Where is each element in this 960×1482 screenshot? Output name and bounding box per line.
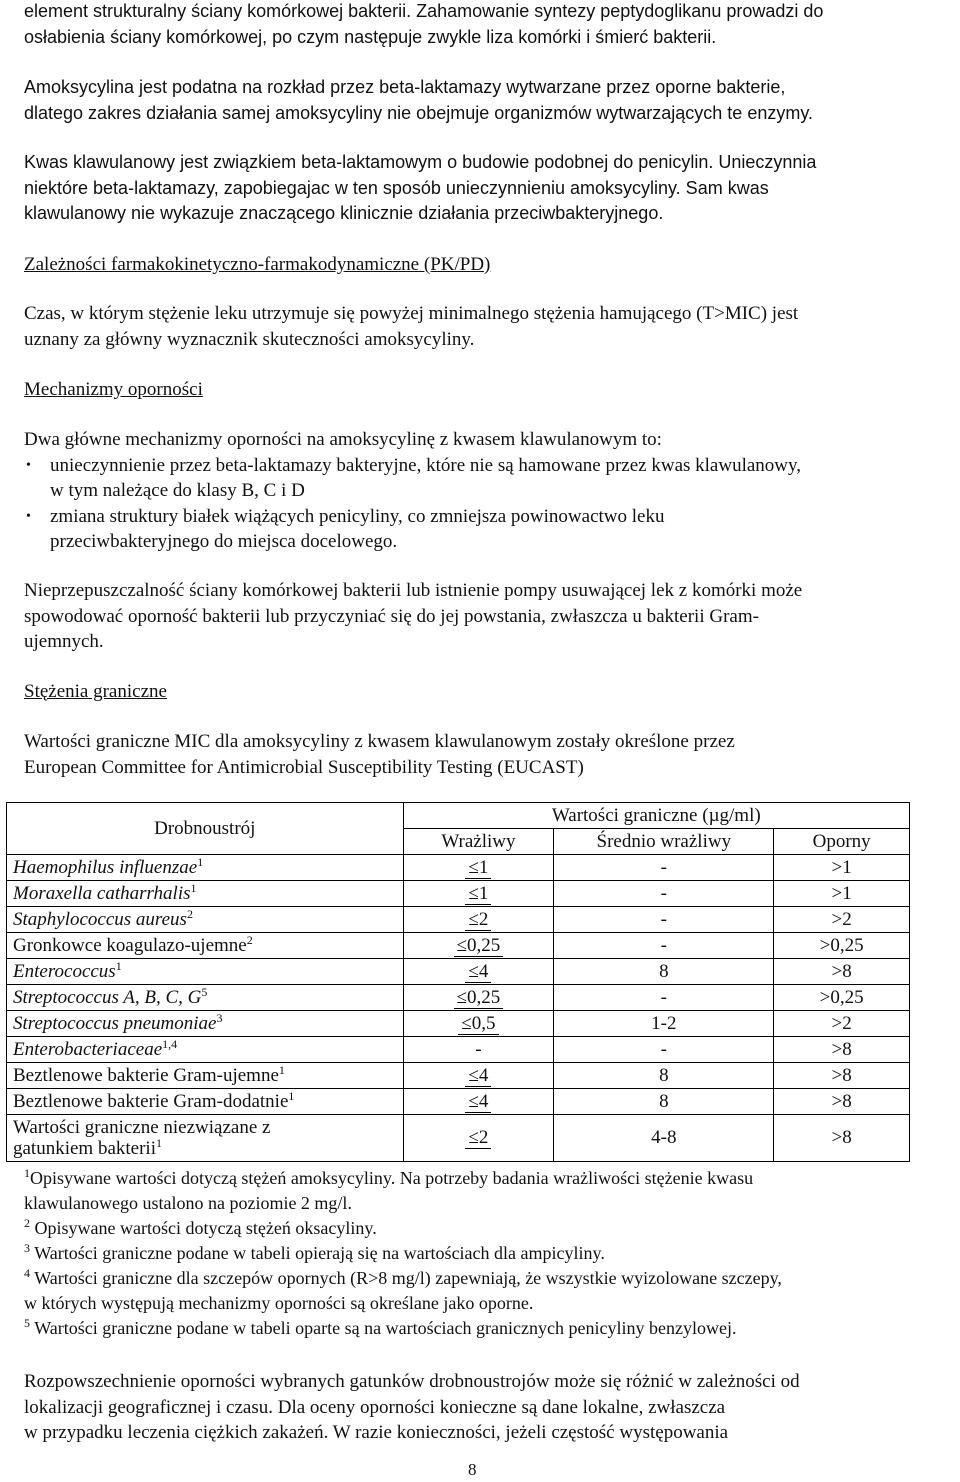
footnote-3: $^3$ Wartości graniczne podane w tabeli opierają się na wartościach dla ampicyliny. xyxy=(24,1241,605,1263)
resistant-cell: >0,25 xyxy=(774,933,910,959)
intermediate-cell: - xyxy=(554,907,774,933)
organism-cell xyxy=(7,933,404,959)
organism-cell xyxy=(7,881,404,907)
section-heading-breakpoints: Stężenia graniczne xyxy=(24,681,167,702)
organism-cell xyxy=(7,1115,404,1162)
intermediate-cell: - xyxy=(554,933,774,959)
susceptible-value: ≤ 4 xyxy=(465,961,491,983)
organism-name: Beztlenowe bakterie Gram-ujemne xyxy=(13,1064,279,1086)
header-intermediate: Średnio wrażliwy xyxy=(554,829,774,855)
susceptible-cell xyxy=(403,985,554,1011)
text-line: Amoksycylina jest podatna na rozkład przez beta-laktamazy wytwarzane przez oporne bakterie, xyxy=(24,77,786,97)
table-row xyxy=(7,1037,910,1063)
text-line: Wartości graniczne MIC dla amoksycyliny z kwasem klawulanowym zostały określone przez xyxy=(24,731,735,752)
resistance-section xyxy=(24,427,936,555)
page-number: 8 xyxy=(468,1460,477,1479)
footnote-1-cont: klawulanowego ustalono na poziomie 2 mg/l. xyxy=(24,1193,352,1213)
resistant-cell: >2 xyxy=(774,907,910,933)
footnote-4: $^4$ Wartości graniczne dla szczepów opornych (R>8 mg/l) zapewniają, że wszystkie wyizolowane szczepy, xyxy=(24,1266,782,1288)
organism-cell xyxy=(7,907,404,933)
susceptible-value: ≤ 2 xyxy=(465,909,491,931)
list-item xyxy=(24,453,936,504)
organism-name: Staphylococcus aureus xyxy=(13,908,187,930)
footnote-ref: 3 xyxy=(216,1010,223,1025)
susceptible-value: ≤ 0,25 xyxy=(454,935,504,957)
organism-cell xyxy=(7,1089,404,1115)
susceptible-cell xyxy=(403,881,554,907)
susceptible-cell xyxy=(403,1089,554,1115)
intermediate-cell: 8 xyxy=(554,1063,774,1089)
intermediate-cell: 1-2 xyxy=(554,1011,774,1037)
footnote-1: $^1$Opisywane wartości dotyczą stężeń amoksycyliny. Na potrzeby badania wrażliwości stężenie kwasu xyxy=(24,1166,754,1188)
text-line: w tym należące do klasy B, C i D xyxy=(50,480,305,501)
header-resistant: Oporny xyxy=(774,829,910,855)
text-line: unieczynnienie przez beta-laktamazy bakteryjne, które nie są hamowane przez kwas klawulanowy, xyxy=(50,454,802,476)
text-line: dlatego zakres działania samej amoksycyliny nie obejmuje organizmów wytwarzających te enzymy. xyxy=(24,102,814,123)
organism-cell xyxy=(7,1037,404,1063)
intermediate-cell: - xyxy=(554,881,774,907)
footnotes xyxy=(24,1166,936,1341)
table-row xyxy=(7,933,910,959)
footnote-ref: 1 xyxy=(190,880,197,895)
resistant-cell: >8 xyxy=(774,1037,910,1063)
resistant-cell: >8 xyxy=(774,1063,910,1089)
footnote-ref: 2 xyxy=(186,906,193,921)
text-line: Czas, w którym stężenie leku utrzymuje się powyżej minimalnego stężenia hamującego (T>MIC) jest xyxy=(24,303,799,324)
susceptible-cell xyxy=(403,1037,554,1063)
footnote-ref: 2 xyxy=(246,932,253,947)
intermediate-cell: - xyxy=(554,985,774,1011)
list-item xyxy=(24,504,936,555)
susceptible-value: ≤ 4 xyxy=(465,1065,491,1087)
text-line: zmiana struktury białek wiążących penicyliny, co zmniejsza powinowactwo leku xyxy=(50,505,665,527)
resistance-list xyxy=(24,453,936,555)
table-header-row xyxy=(7,803,910,829)
intermediate-cell: 8 xyxy=(554,959,774,985)
intermediate-cell: 8 xyxy=(554,1089,774,1115)
footnote-2: $^2$ Opisywane wartości dotyczą stężeń oksacyliny. xyxy=(24,1216,377,1238)
footnote-ref: 1,4 xyxy=(162,1036,178,1051)
section-heading-resistance: Mechanizmy oporności xyxy=(24,379,203,400)
susceptible-value: ≤ 1 xyxy=(465,857,491,879)
footnote-5: $^5$ Wartości graniczne podane w tabeli oparte są na wartościach granicznych penicyliny benzylowej. xyxy=(24,1316,737,1338)
paragraph-cell-wall xyxy=(24,0,936,50)
paragraph-permeability xyxy=(24,578,936,655)
footnote-ref: 1 xyxy=(278,1062,285,1077)
text-line: Kwas klawulanowy jest związkiem beta-laktamowym o budowie podobnej do penicylin. Unieczynnia xyxy=(24,152,817,172)
text-line: przeciwbakteryjnego do miejsca docelowego. xyxy=(50,531,398,552)
susceptible-value: ≤ 2 xyxy=(465,1127,491,1149)
text-line: osłabienia ściany komórkowej, po czym następuje zwykle liza komórki i śmierć bakterii. xyxy=(24,26,717,47)
susceptible-value: - xyxy=(475,1038,482,1060)
resistance-intro: Dwa główne mechanizmy oporności na amoksycylinę z kwasem klawulanowym to: xyxy=(24,429,662,450)
footnote-ref: 1 xyxy=(197,854,204,869)
table-row xyxy=(7,1063,910,1089)
organism-cell xyxy=(7,985,404,1011)
footnote-ref: 1 xyxy=(115,958,122,973)
organism-name-line: Wartości graniczne niezwiązane z xyxy=(13,1117,271,1138)
organism-name: Streptococcus pneumoniae xyxy=(13,1012,217,1034)
organism-name: Enterococcus xyxy=(13,960,116,982)
intermediate-cell: - xyxy=(554,855,774,881)
susceptible-value: ≤ 1 xyxy=(465,883,491,905)
susceptible-value: ≤ 0,25 xyxy=(454,987,504,1009)
footnote-4-cont: w których występują mechanizmy oporności są określane jako oporne. xyxy=(24,1293,534,1313)
susceptible-cell xyxy=(403,855,554,881)
organism-name: Moraxella catharrhalis xyxy=(13,882,191,904)
organism-cell xyxy=(7,855,404,881)
paragraph-amoxicillin xyxy=(24,75,936,126)
header-breakpoints: Wartości graniczne (µg/ml) xyxy=(403,803,909,829)
text-line: Rozpowszechnienie oporności wybranych gatunków drobnoustrojów może się różnić w zależności od xyxy=(24,1371,800,1392)
resistant-cell: >2 xyxy=(774,1011,910,1037)
text-line: niektóre beta-laktamazy, zapobiegajac w ten sposób unieczynnieniu amoksycyliny. Sam kwas xyxy=(24,177,769,198)
resistant-cell: >1 xyxy=(774,855,910,881)
intermediate-cell: 4-8 xyxy=(554,1115,774,1162)
susceptible-cell xyxy=(403,1011,554,1037)
susceptible-value: ≤ 0,5 xyxy=(458,1013,498,1035)
table-row xyxy=(7,985,910,1011)
header-organism: Drobnoustrój xyxy=(7,803,404,855)
text-line: element strukturalny ściany komórkowej bakterii. Zahamowanie syntezy peptydoglikanu prowadzi do xyxy=(24,1,824,21)
table-row xyxy=(7,881,910,907)
paragraph-clavulanic-acid xyxy=(24,150,936,227)
table-row xyxy=(7,1011,910,1037)
resistant-cell: >8 xyxy=(774,1089,910,1115)
table-row xyxy=(7,1089,910,1115)
susceptible-value: ≤ 4 xyxy=(465,1091,491,1113)
organism-cell xyxy=(7,1011,404,1037)
footnote-ref: 5 xyxy=(201,984,208,999)
susceptible-cell xyxy=(403,959,554,985)
paragraph-prevalence xyxy=(24,1369,936,1446)
table-row xyxy=(7,855,910,881)
table-row xyxy=(7,1115,910,1162)
organism-name: Streptococcus A, B, C, G xyxy=(13,986,202,1008)
susceptible-cell xyxy=(403,907,554,933)
text-line: klawulanowy nie wykazuje znaczącego klinicznie działania przeciwbakteryjnego. xyxy=(24,203,664,223)
organism-name-line: gatunkiem bakterii xyxy=(13,1138,156,1159)
susceptible-cell xyxy=(403,1115,554,1162)
resistant-cell: >0,25 xyxy=(774,985,910,1011)
text-line: spowodować oporność bakterii lub przyczyniać się do jej powstania, zwłaszcza u bakterii Gram- xyxy=(24,605,759,627)
organism-name: Haemophilus influenzae xyxy=(13,856,198,878)
text-line: uznany za główny wyznacznik skuteczności amoksycyliny. xyxy=(24,328,475,350)
footnote-ref: 1 xyxy=(155,1136,162,1150)
organism-name: Beztlenowe bakterie Gram-dodatnie xyxy=(13,1090,289,1112)
organism-cell xyxy=(7,959,404,985)
text-line: ujemnych. xyxy=(24,631,104,652)
text-line: Nieprzepuszczalność ściany komórkowej bakterii lub istnienie pompy usuwającej lek z komórki może xyxy=(24,580,803,601)
header-susceptible: Wrażliwy xyxy=(403,829,554,855)
table-row xyxy=(7,959,910,985)
text-line: w przypadku leczenia ciężkich zakażeń. W razie konieczności, jeżeli częstość występowania xyxy=(24,1422,729,1443)
section-heading-pkpd: Zależności farmakokinetyczno-farmakodynamiczne (PK/PD) xyxy=(24,254,491,275)
susceptible-cell xyxy=(403,1063,554,1089)
paragraph-breakpoints xyxy=(24,729,936,780)
organism-name: Gronkowce koagulazo-ujemne xyxy=(13,934,247,956)
text-line: European Committee for Antimicrobial Susceptibility Testing (EUCAST) xyxy=(24,756,584,778)
resistant-cell: >1 xyxy=(774,881,910,907)
paragraph-pkpd xyxy=(24,301,936,352)
organism-name: Enterobacteriaceae xyxy=(13,1038,163,1060)
text-line: lokalizacji geograficznej i czasu. Dla oceny oporności konieczne są dane lokalne, zwłaszcza xyxy=(24,1396,726,1418)
breakpoint-table xyxy=(6,802,910,1162)
resistant-cell: >8 xyxy=(774,1115,910,1162)
organism-cell xyxy=(7,1063,404,1089)
resistant-cell: >8 xyxy=(774,959,910,985)
susceptible-cell xyxy=(403,933,554,959)
table-row xyxy=(7,907,910,933)
footnote-ref: 1 xyxy=(288,1088,295,1103)
intermediate-cell: - xyxy=(554,1037,774,1063)
